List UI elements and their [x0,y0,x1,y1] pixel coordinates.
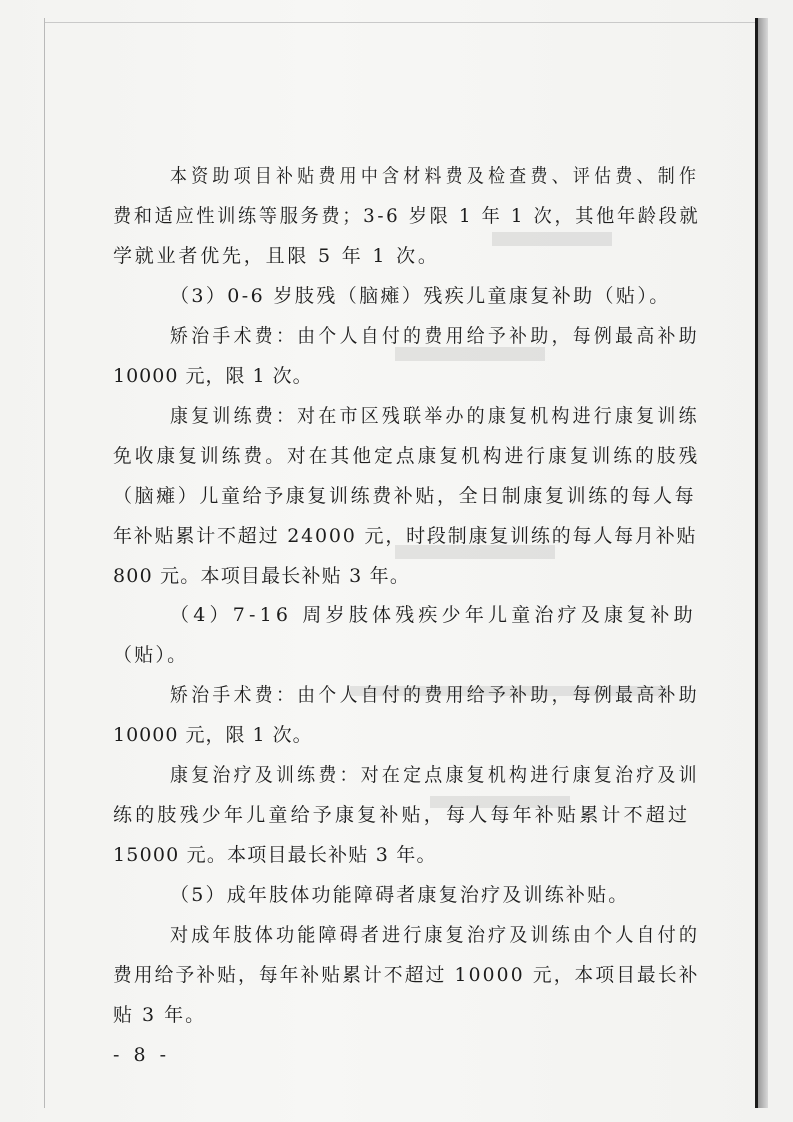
section-heading: （4）7-16 周岁肢体残疾少年儿童治疗及康复补助 [170,604,697,626]
text-line: 年补贴累计不超过 24000 元，时段制康复训练的每人每月补贴 [113,525,698,547]
text-line: 练的肢残少年儿童给予康复补贴，每人每年补贴累计不超过 [113,804,691,826]
text-line: 免收康复训练费。对在其他定点康复机构进行康复训练的肢残 [113,445,701,467]
text-line: 矫治手术费：由个人自付的费用给予补助，每例最高补助 [170,325,700,347]
text-line: 本资助项目补贴费用中含材料费及检查费、评估费、制作 [170,165,701,187]
text-line: 矫治手术费：由个人自付的费用给予补助，每例最高补助 [170,684,700,706]
scan-top-line [44,22,755,23]
text-line: 费用给予补贴，每年补贴累计不超过 10000 元，本项目最长补 [113,964,700,986]
text-line: 对成年肢体功能障碍者进行康复治疗及训练由个人自付的 [170,924,701,946]
text-line: 康复治疗及训练费：对在定点康复机构进行康复治疗及训 [170,764,700,786]
text-line: 15000 元。本项目最长补贴 3 年。 [113,844,437,866]
text-line: 学就业者优先，且限 5 年 1 次。 [113,245,440,267]
page-number: - 8 - [113,1044,171,1066]
bleed-through-mark [395,347,545,361]
text-line: 费和适应性训练等服务费；3-6 岁限 1 年 1 次，其他年龄段就 [113,205,701,227]
text-line: 贴 3 年。 [113,1004,207,1026]
bleed-through-mark [492,232,612,246]
scan-right-shadow [758,18,768,1108]
section-heading: （3）0-6 岁肢残（脑瘫）残疾儿童康复补助（贴）。 [170,285,671,307]
text-line: 800 元。本项目最长补贴 3 年。 [113,565,411,587]
scan-left-edge [44,18,45,1108]
text-line: （贴）。 [113,644,189,666]
text-line: 10000 元，限 1 次。 [113,724,313,746]
section-heading: （5）成年肢体功能障碍者康复治疗及训练补贴。 [170,884,630,906]
text-line: （脑瘫）儿童给予康复训练费补贴，全日制康复训练的每人每 [113,485,697,507]
text-line: 10000 元，限 1 次。 [113,365,313,387]
text-line: 康复训练费：对在市区残联举办的康复机构进行康复训练 [170,405,700,427]
